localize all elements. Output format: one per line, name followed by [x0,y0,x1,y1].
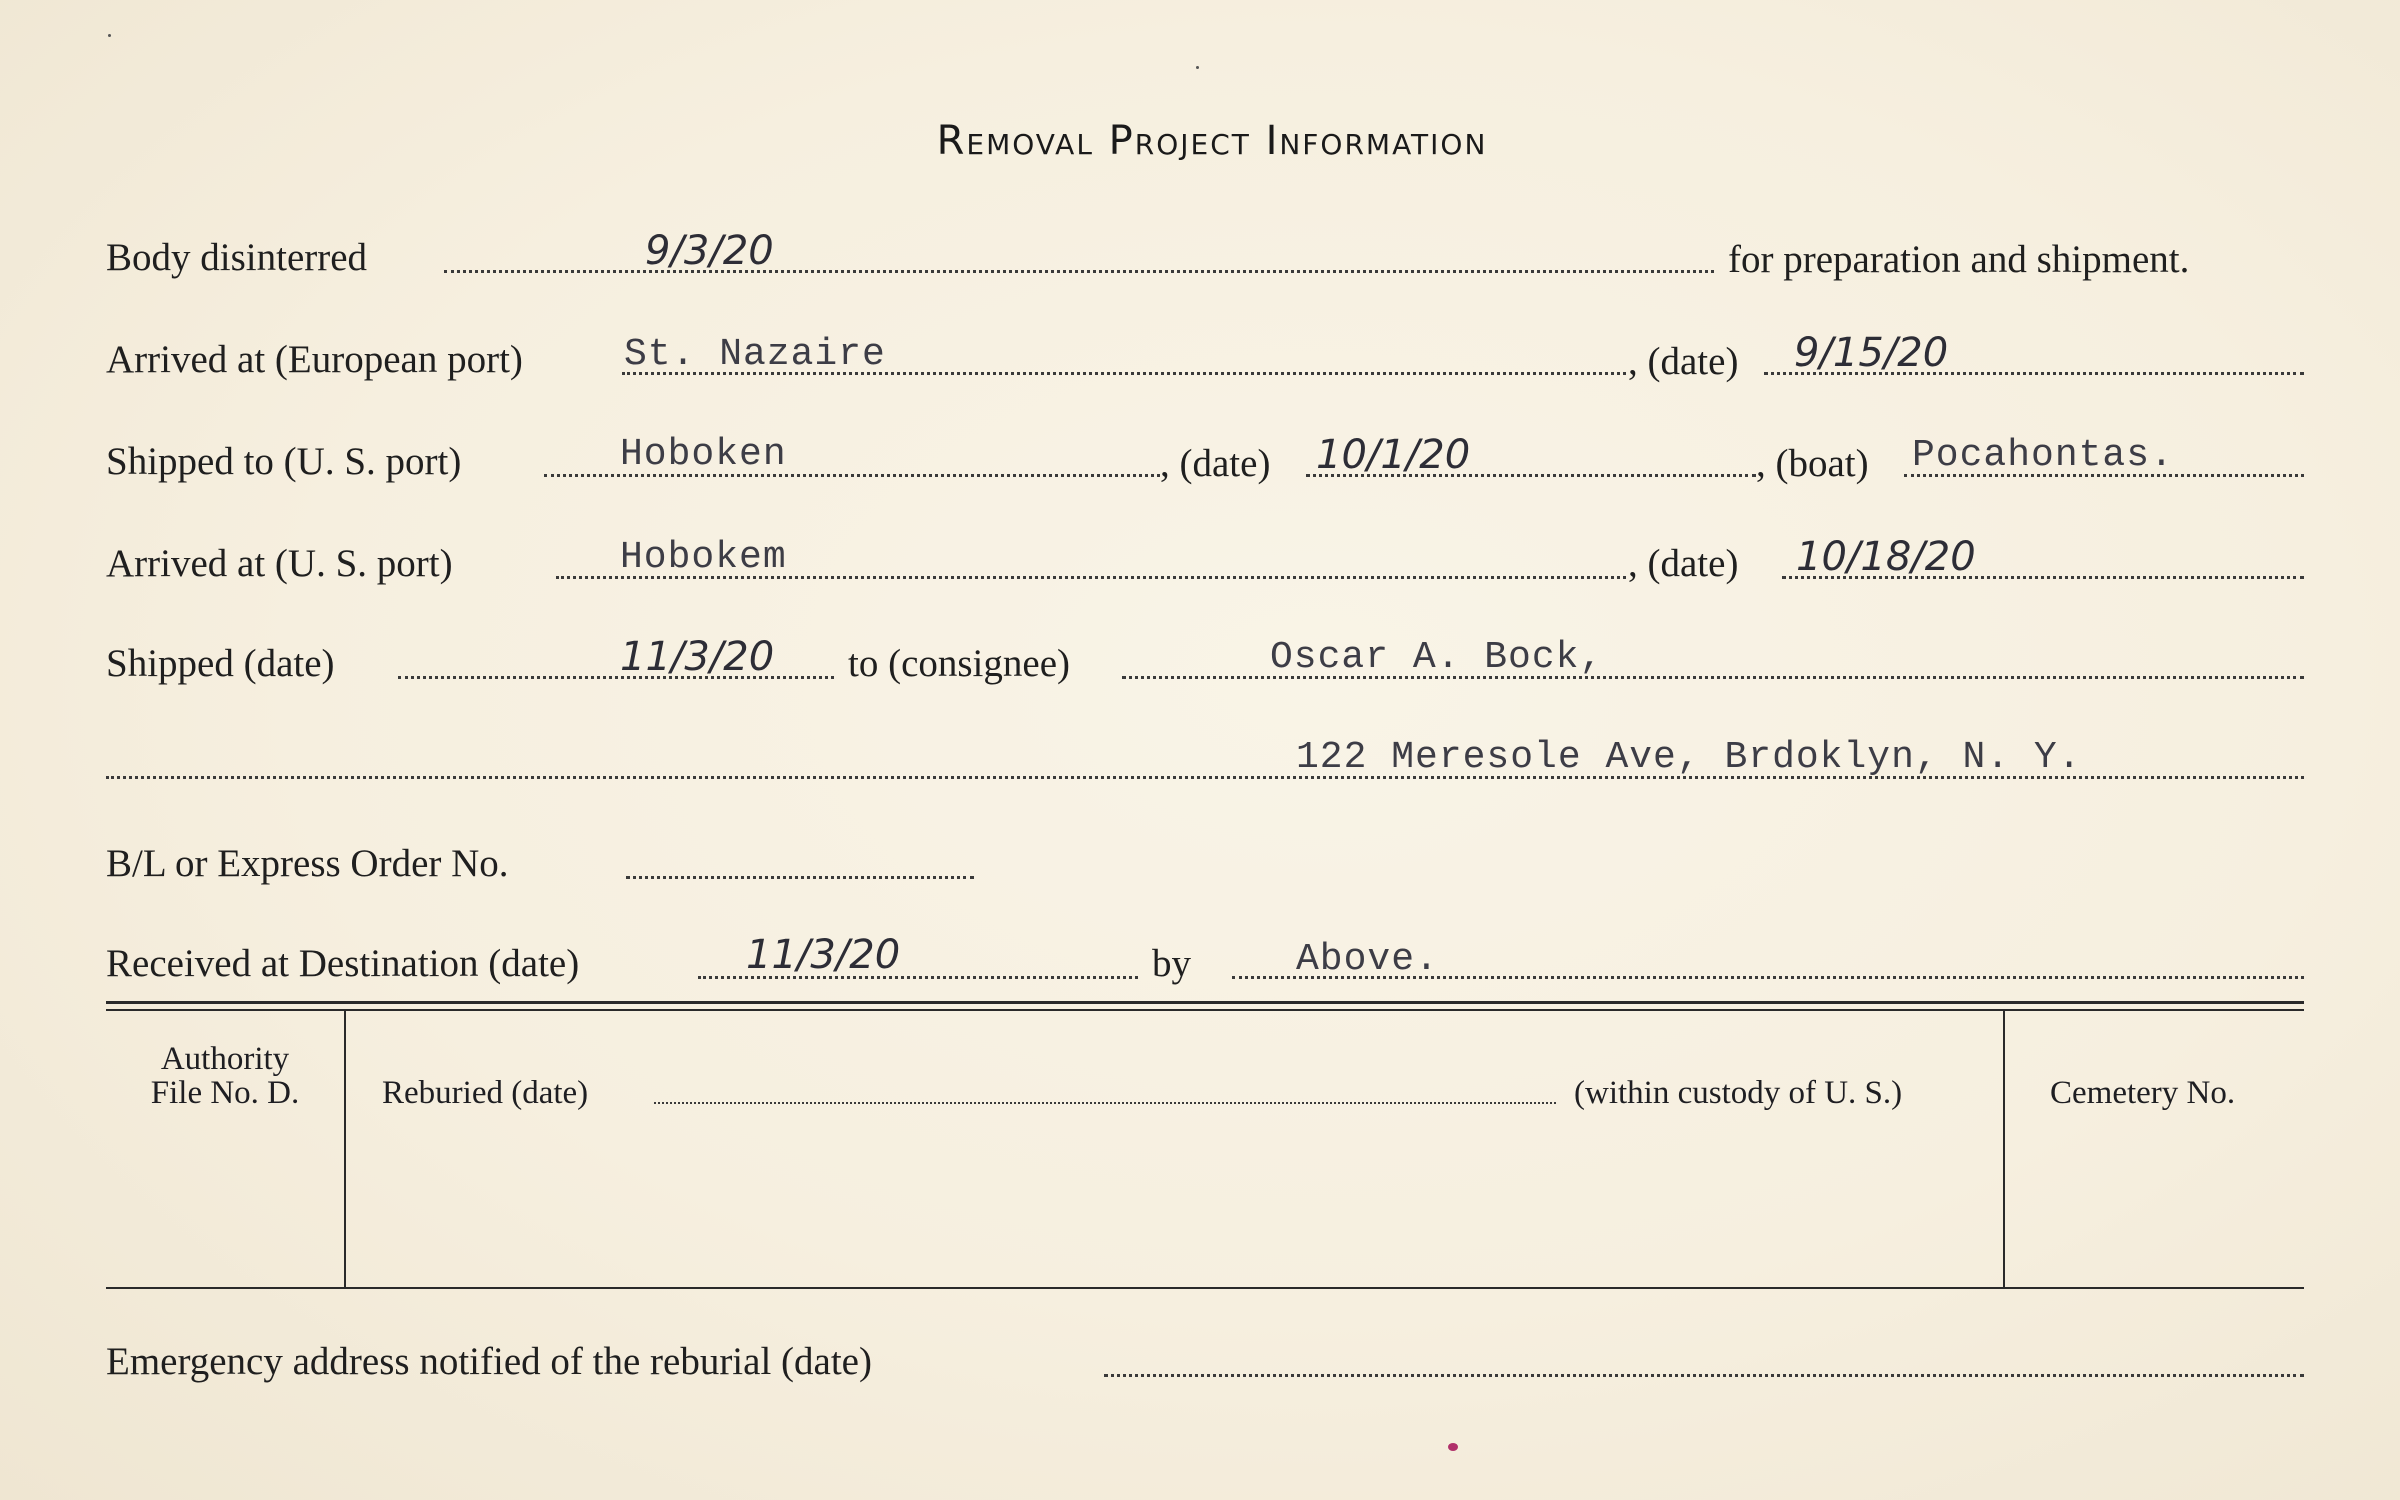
reburied-label: Reburied (date) [382,1075,589,1111]
body-disinterred-label: Body disinterred [106,236,368,279]
received-destination-label: Received at Destination (date) [106,942,580,985]
dust-speck [1196,66,1199,69]
form-title: Removal Project Information [936,118,1488,164]
preparation-shipment-label: for preparation and shipment. [1728,238,2190,281]
consignee-address-value: 122 Meresole Ave, Brdoklyn, N. Y. [1296,736,2082,779]
custody-label: (within custody of U. S.) [1574,1075,1903,1111]
body-disinterred-line [444,270,1714,273]
us-port-arrived-value: Hobokem [620,536,787,579]
us-port-arrived-date-value: 10/18/20 [1796,534,1976,580]
consignee-label: to (consignee) [848,642,1071,685]
european-port-date-label: , (date) [1628,340,1739,383]
body-disinterred-value: 9/3/20 [645,228,774,274]
authority-label: Authority [160,1041,290,1077]
emergency-address-label: Emergency address notified of the reburial (date) [106,1340,872,1383]
boat-label: , (boat) [1756,442,1869,485]
file-no-label: File No. D. [150,1075,300,1111]
box-divider-right [2003,1011,2005,1287]
us-port-shipped-value: Hoboken [620,433,787,476]
european-port-value: St. Nazaire [624,333,886,376]
ink-speck [1448,1443,1458,1451]
boat-value: Pocahontas. [1912,434,2174,477]
consignee-value: Oscar A. Bock, [1270,636,1604,679]
us-port-shipped-date-value: 10/1/20 [1316,432,1471,478]
received-by-label: by [1152,942,1191,985]
emergency-address-line [1104,1374,2304,1377]
us-port-shipped-label: Shipped to (U. S. port) [106,440,462,483]
cemetery-no-label: Cemetery No. [2050,1075,2236,1111]
european-port-label: Arrived at (European port) [106,338,523,381]
us-port-arrived-date-label: , (date) [1628,542,1739,585]
box-divider-left [344,1011,346,1287]
us-port-shipped-date-label: , (date) [1160,442,1271,485]
box-top-rule-2 [106,1009,2304,1011]
us-port-arrived-label: Arrived at (U. S. port) [106,542,453,585]
express-order-line [626,876,974,879]
box-bottom-rule [106,1287,2304,1289]
european-port-date-value: 9/15/20 [1794,330,1949,376]
received-by-value: Above. [1296,938,1439,981]
shipped-date-label: Shipped (date) [106,642,335,685]
dust-speck [108,34,111,37]
express-order-label: B/L or Express Order No. [106,842,509,885]
box-top-rule-1 [106,1001,2304,1004]
shipped-date-value: 11/3/20 [620,634,775,680]
received-destination-value: 11/3/20 [746,932,901,978]
reburied-line [654,1102,1556,1104]
